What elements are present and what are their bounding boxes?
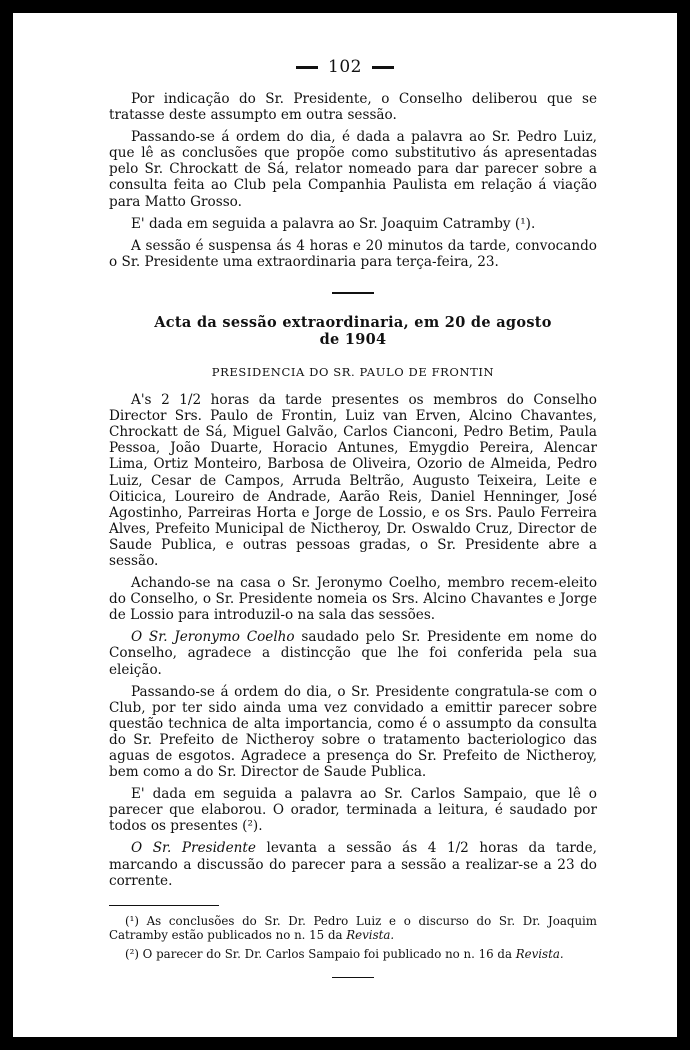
- acta-title-line2: de 1904: [319, 330, 387, 348]
- end-divider: [332, 977, 374, 978]
- acta-title: [109, 314, 597, 348]
- paragraph: E' dada em seguida a palavra ao Sr. Joaquim Catramby (¹).: [131, 215, 536, 232]
- paragraph: [109, 629, 597, 677]
- paragraph: Passando-se á ordem do dia, é dada a palavra ao Sr. Pedro Luiz, que lê as conclusões que propõe como substitutivo ás apresentadas pelo Sr. Chrockatt de Sá, relator nomeado para dar parecer sobre a consulta feita ao Club pela Companhia Paulista em relação á viação para Matto Grosso.: [109, 129, 597, 210]
- paragraph-text: saudado pelo Sr. Presidente em nome do Conselho, agradece a distincção que lhe foi conferida pela sua eleição.: [109, 629, 597, 678]
- paragraph: E' dada em seguida a palavra ao Sr. Carlos Sampaio, que lê o parecer que elaborou. O orador, terminada a leitura, é saudado por todos os presentes (²).: [109, 786, 597, 835]
- paragraph: [109, 840, 597, 888]
- paragraph: Passando-se á ordem do dia, o Sr. Presidente congratula-se com o Club, por ter sido ainda uma vez convidado a emittir parecer sobre questão technica de alta importancia, como é o assumpto da consulta do Sr. Prefeito de Nictheroy sobre o tratamento bacteriologico das aguas de esgotos. Agradece a presença do Sr. Prefeito de Nictheroy, bem como a do Sr. Director de Saude Publica.: [109, 683, 597, 781]
- footnote-1-text: (¹) As conclusões do Sr. Dr. Pedro Luiz e o discurso do Sr. Dr. Joaquim Catramby estão publicados no n. 15 da: [109, 913, 597, 942]
- footnote-1-italic: Revista.: [346, 927, 395, 942]
- page-header: [13, 57, 677, 77]
- presidencia-heading: PRESIDENCIA DO SR. PAULO DE FRONTIN: [211, 364, 495, 379]
- section-divider: [332, 292, 374, 294]
- page-number: 102: [328, 57, 362, 77]
- dash-left: [296, 66, 318, 69]
- footnote-2: [109, 947, 597, 961]
- acta-title-line1: Acta da sessão extraordinaria, em 20 de agosto: [154, 313, 552, 331]
- dash-right: [372, 66, 394, 69]
- footnote-2-text: (²) O parecer do Sr. Dr. Carlos Sampaio foi publicado no n. 16 da: [125, 946, 516, 961]
- footnote-1: [109, 914, 597, 942]
- footnote-divider: [109, 905, 219, 906]
- footnote-2-italic: Revista.: [515, 946, 564, 961]
- text-column: [109, 91, 597, 978]
- paragraph: A's 2 1/2 horas da tarde presentes os membros do Conselho Director Srs. Paulo de Frontin, Luiz van Erven, Alcino Chavantes, Chrockatt de Sá, Miguel Galvão, Carlos Cianconi, Pedro Betim, Paula Pessoa, João Duarte, Horacio Antunes, Emygdio Pereira, Alencar Lima, Ortiz Monteiro, Barbosa de Oliveira, Ozorio de Almeida, Pedro Luiz, Cesar de Campos, Arruda Beltrão, Augusto Teixeira, Leite e Oiticica, Loureiro de Andrade, Aarão Reis, Daniel Henninger, José Agostinho, Parreiras Horta e Jorge de Lossio, e os Srs. Paulo Ferreira Alves, Prefeito Municipal de Nictheroy, Dr. Oswaldo Cruz, Director de Saude Publica, e outras pessoas gradas, o Sr. Presidente abre a sessão.: [109, 392, 597, 569]
- page: [13, 13, 677, 1037]
- italic-name: O Sr. Presidente: [131, 840, 256, 857]
- paragraph-text: levanta a sessão ás 4 1/2 horas da tarde, marcando a discussão do parecer para a sessão a realizar-se a 23 do corrente.: [109, 840, 597, 889]
- italic-name: O Sr. Jeronymo Coelho: [131, 629, 295, 646]
- paragraph: Por indicação do Sr. Presidente, o Conselho deliberou que se tratasse deste assumpto em outra sessão.: [109, 91, 597, 124]
- paragraph: A sessão é suspensa ás 4 horas e 20 minutos da tarde, convocando o Sr. Presidente uma extraordinaria para terça-feira, 23.: [109, 237, 597, 270]
- paragraph: Achando-se na casa o Sr. Jeronymo Coelho, membro recem-eleito do Conselho, o Sr. Presidente nomeia os Srs. Alcino Chavantes e Jorge de Lossio para introduzil-o na sala das sessões.: [109, 575, 597, 624]
- footnotes: [109, 914, 597, 961]
